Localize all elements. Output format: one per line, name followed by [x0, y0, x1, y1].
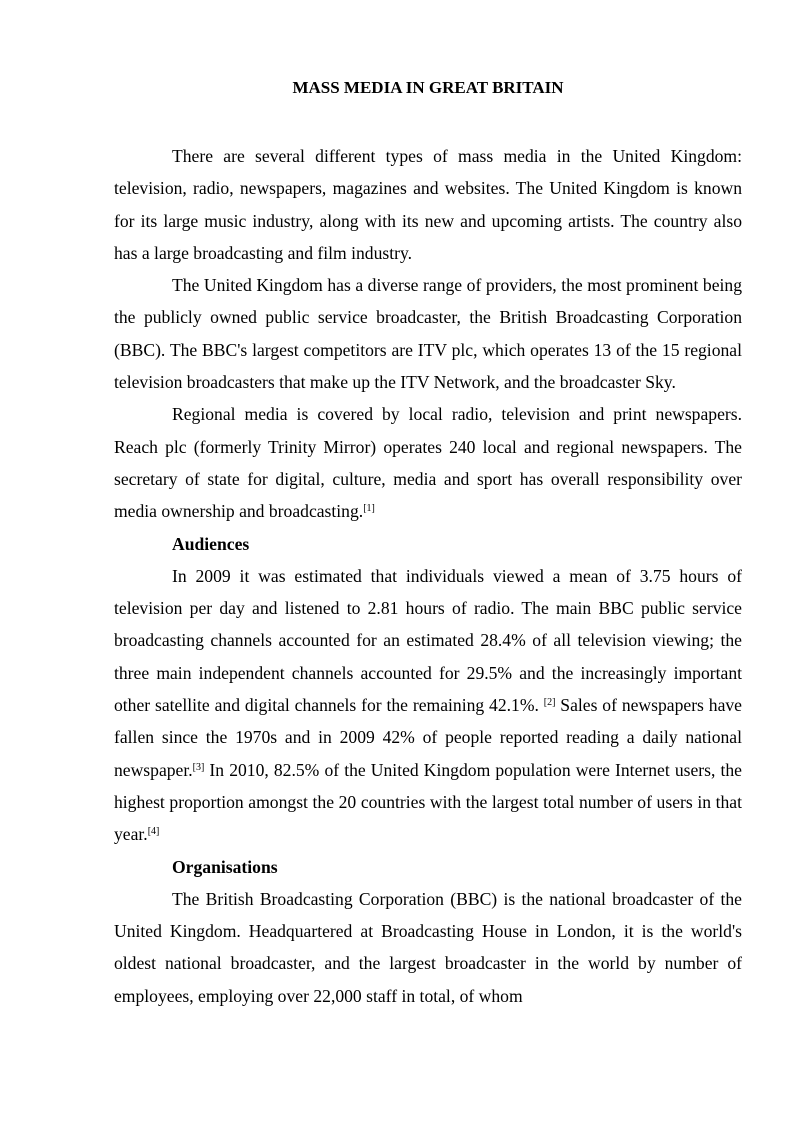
paragraph-intro: There are several different types of mass media in the United Kingdom: television, radio, newspapers, magazines and websites. The United Kingdom is known for its large music industry, along with its new and upcoming artists. The country also has a large broadcasting and film industry.	[114, 146, 742, 263]
paragraph-bbc: The British Broadcasting Corporation (BBC) is the national broadcaster of the United Kingdom. Headquartered at Broadcasting House in London, it is the world's oldest national broadcaster, and the largest broadcaster in the world by number of employees, employing over 22,000 staff in total, of whom	[114, 888, 742, 1006]
paragraph-audiences-text-b: Sales of newspapers have fallen since the 1970s and in 2009 42% of people reported reading a daily national newspaper.	[114, 695, 742, 780]
heading-organisations: Organisations	[172, 856, 278, 877]
heading-audiences: Audiences	[172, 533, 250, 554]
paragraph-regional-media	[114, 398, 742, 527]
paragraph-providers: The United Kingdom has a diverse range of providers, the most prominent being the publicly owned public service broadcaster, the British Broadcasting Corporation (BBC). The BBC's largest competitors are ITV plc, which operates 13 of the 15 regional television broadcasters that make up the ITV Network, and the broadcaster Sky.	[114, 275, 742, 393]
footnote-ref-2[interactable]: [2]	[543, 697, 556, 709]
footnote-ref-3[interactable]: [3]	[192, 761, 205, 773]
paragraph-audiences	[114, 560, 742, 851]
body-text-area	[114, 140, 742, 1044]
footnote-ref-4[interactable]: [4]	[147, 826, 160, 838]
page-title: MASS MEDIA IN GREAT BRITAIN	[292, 78, 564, 97]
footnote-ref-1[interactable]: [1]	[363, 503, 375, 515]
paragraph-regional-media-text: Regional media is covered by local radio, television and print newspapers. Reach plc (formerly Trinity Mirror) operates 240 local and regional newspapers. The secretary of state for digital, culture, media and sport has overall responsibility over media ownership and broadcasting.	[114, 404, 742, 522]
document-body	[114, 140, 742, 1044]
paragraph-audiences-text-a: In 2009 it was estimated that individuals viewed a mean of 3.75 hours of television per day and listened to 2.81 hours of radio. The main BBC public service broadcasting channels accounted for an estimated 28.4% of all television viewing; the three main independent channels accounted for 29.5% and the increasingly important other satellite and digital channels for the remaining 42.1%.	[114, 565, 742, 716]
paragraph-audiences-text-c: In 2010, 82.5% of the United Kingdom population were Internet users, the highest proportion amongst the 20 countries with the largest total number of users in that year.	[114, 759, 742, 845]
